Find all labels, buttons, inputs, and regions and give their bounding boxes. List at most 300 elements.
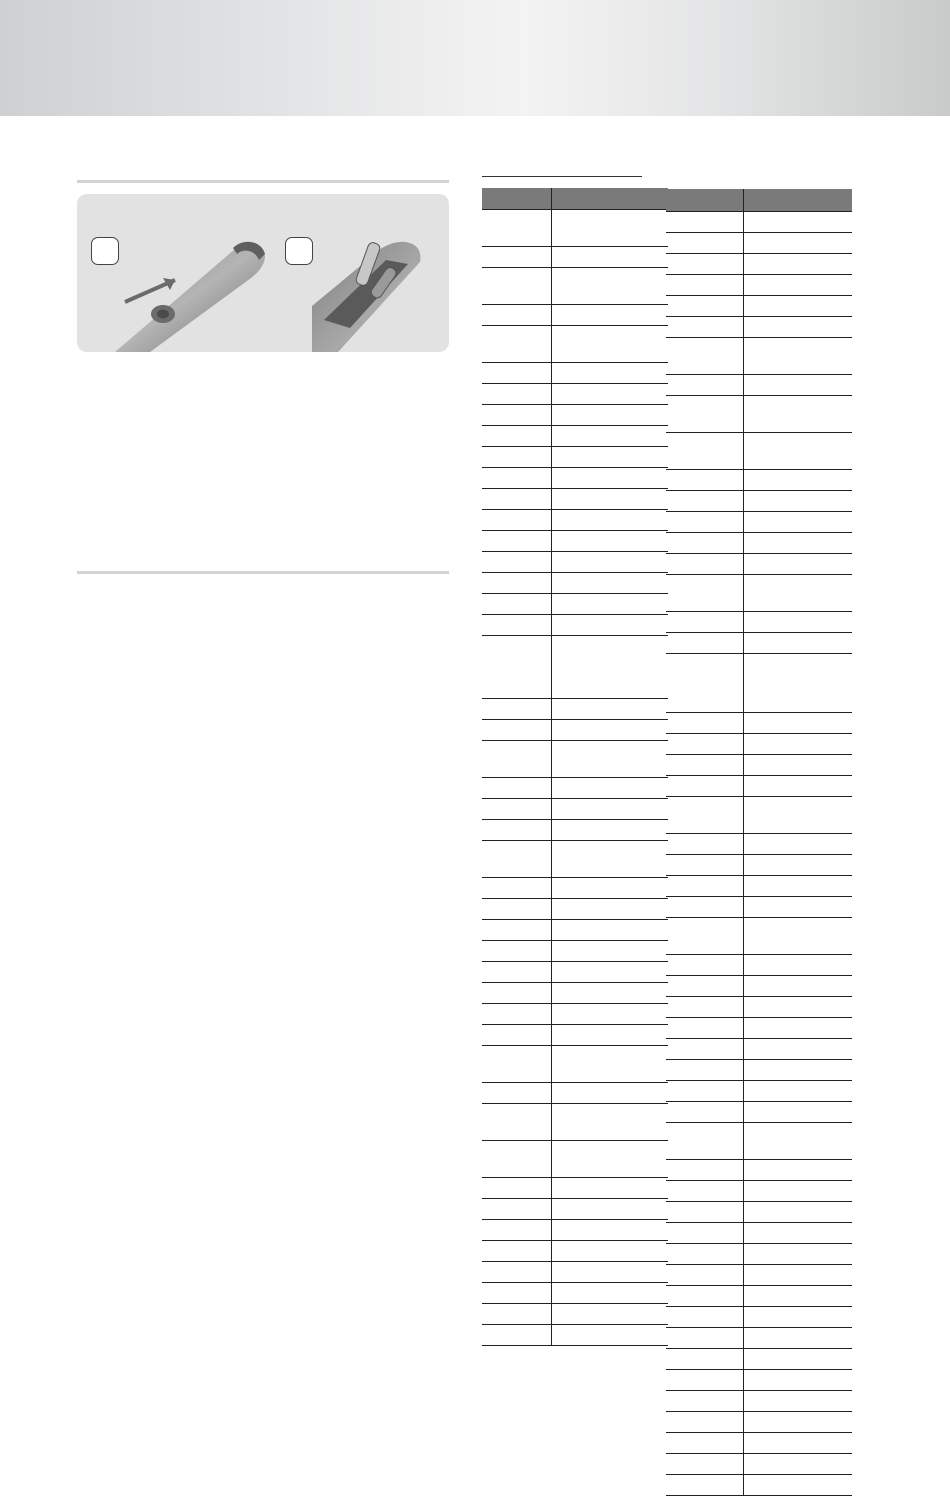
code-cell: [744, 896, 853, 917]
brand-cell: [482, 383, 552, 404]
brand-cell: [482, 209, 552, 246]
brand-cell: [482, 404, 552, 425]
table-row: [666, 1369, 852, 1390]
table-row: [666, 553, 852, 574]
table-row: [666, 917, 852, 954]
code-cell: [744, 1264, 853, 1285]
table-row: [482, 209, 668, 246]
code-cell: [744, 469, 853, 490]
brand-cell: [666, 532, 744, 553]
table-row: [666, 775, 852, 796]
brand-cell: [482, 698, 552, 719]
code-cell: [744, 432, 853, 469]
table-row: [666, 896, 852, 917]
table-row: [666, 337, 852, 374]
code-cell: [552, 635, 669, 698]
code-cell: [744, 1101, 853, 1122]
code-cell: [744, 337, 853, 374]
brand-cell: [666, 1017, 744, 1038]
code-cell: [744, 775, 853, 796]
code-cell: [552, 509, 669, 530]
code-cell: [744, 211, 853, 232]
brand-cell: [482, 777, 552, 798]
table-row: [666, 253, 852, 274]
table-row: [482, 551, 668, 572]
brand-cell: [666, 1159, 744, 1180]
table-row: [482, 509, 668, 530]
code-cell: [744, 1080, 853, 1101]
brand-cell: [666, 1080, 744, 1101]
code-cell: [744, 1017, 853, 1038]
code-cell: [552, 961, 669, 982]
brand-cell: [482, 982, 552, 1003]
code-cell: [744, 1059, 853, 1080]
table-row: [482, 246, 668, 267]
section-divider-battery: [77, 180, 449, 183]
table-row: [482, 1045, 668, 1082]
code-cell: [744, 316, 853, 337]
code-cell: [552, 246, 669, 267]
code-cell: [744, 553, 853, 574]
table-row: [666, 1059, 852, 1080]
brand-cell: [482, 1303, 552, 1324]
table-row: [666, 833, 852, 854]
brand-cell: [482, 1324, 552, 1345]
brand-cell: [666, 1243, 744, 1264]
table-row: [666, 996, 852, 1017]
brand-cell: [482, 551, 552, 572]
code-cell: [552, 209, 669, 246]
code-cell: [744, 833, 853, 854]
brand-cell: [666, 1306, 744, 1327]
step-2-badge: [285, 237, 313, 265]
table-row: [482, 961, 668, 982]
code-cell: [552, 740, 669, 777]
code-cell: [552, 1219, 669, 1240]
table-row: [666, 490, 852, 511]
brand-cell: [482, 1282, 552, 1303]
code-cell: [552, 719, 669, 740]
brand-cell: [666, 653, 744, 712]
table-row: [482, 425, 668, 446]
brand-column-header: [666, 189, 744, 211]
table-row: [482, 798, 668, 819]
brand-cell: [482, 267, 552, 304]
code-cell: [552, 572, 669, 593]
brand-cell: [482, 1219, 552, 1240]
code-cell: [744, 1411, 853, 1432]
brand-cell: [482, 840, 552, 877]
code-cell: [744, 632, 853, 653]
table-row: [482, 446, 668, 467]
tv-brand-codes-table-left: [482, 188, 668, 1346]
brand-cell: [666, 1122, 744, 1159]
code-cell: [552, 446, 669, 467]
brand-cell: [482, 1198, 552, 1219]
table-row: [482, 572, 668, 593]
code-cell: [744, 796, 853, 833]
brand-cell: [482, 572, 552, 593]
table-row: [666, 211, 852, 232]
code-cell: [744, 1369, 853, 1390]
table-row: [666, 469, 852, 490]
brand-cell: [666, 712, 744, 733]
brand-cell: [666, 337, 744, 374]
code-cell: [744, 1222, 853, 1243]
code-cell: [744, 1038, 853, 1059]
table-row: [666, 1348, 852, 1369]
brand-cell: [482, 1003, 552, 1024]
table-row: [482, 1140, 668, 1177]
brand-cell: [482, 446, 552, 467]
code-cell: [744, 996, 853, 1017]
brand-cell: [482, 1082, 552, 1103]
code-cell: [744, 274, 853, 295]
code-cell: [744, 374, 853, 395]
code-cell: [744, 954, 853, 975]
code-cell: [552, 1261, 669, 1282]
table-row: [666, 1264, 852, 1285]
brand-cell: [666, 1059, 744, 1080]
table-row: [666, 532, 852, 553]
code-cell: [744, 295, 853, 316]
brand-cell: [482, 635, 552, 698]
table-row: [666, 1474, 852, 1495]
code-cell: [744, 232, 853, 253]
brand-cell: [482, 425, 552, 446]
table-row: [666, 1390, 852, 1411]
table-row: [666, 1285, 852, 1306]
table-row: [666, 574, 852, 611]
brand-cell: [666, 1348, 744, 1369]
code-cell: [552, 840, 669, 877]
brand-cell: [482, 304, 552, 325]
brand-cell: [666, 996, 744, 1017]
brand-cell: [666, 553, 744, 574]
table-row: [482, 740, 668, 777]
brand-cell: [482, 246, 552, 267]
code-cell: [744, 854, 853, 875]
table-row: [482, 1324, 668, 1345]
brand-cell: [666, 1327, 744, 1348]
table-row: [666, 1327, 852, 1348]
brand-cell: [666, 490, 744, 511]
code-cell: [744, 1306, 853, 1327]
brand-cell: [666, 511, 744, 532]
brand-cell: [666, 1453, 744, 1474]
brand-cell: [482, 1045, 552, 1082]
table-row: [666, 1243, 852, 1264]
code-cell: [744, 532, 853, 553]
code-cell: [744, 917, 853, 954]
table-row: [666, 1306, 852, 1327]
brand-cell: [666, 875, 744, 896]
brand-cell: [666, 1101, 744, 1122]
brand-cell: [482, 740, 552, 777]
code-cell: [744, 490, 853, 511]
brand-cell: [666, 469, 744, 490]
battery-insert-illustration: [312, 236, 449, 352]
table-row: [482, 840, 668, 877]
brand-cell: [666, 954, 744, 975]
code-cell: [744, 511, 853, 532]
code-cell: [552, 1324, 669, 1345]
brand-cell: [666, 896, 744, 917]
table-row: [482, 719, 668, 740]
code-cell: [552, 362, 669, 383]
table-row: [482, 325, 668, 362]
brand-cell: [482, 362, 552, 383]
table-row: [666, 1222, 852, 1243]
code-cell: [744, 653, 853, 712]
table-row: [666, 611, 852, 632]
brand-cell: [482, 1140, 552, 1177]
table-row: [666, 1038, 852, 1059]
table-row: [666, 875, 852, 896]
table-row: [482, 1198, 668, 1219]
brand-cell: [666, 253, 744, 274]
brand-cell: [482, 1261, 552, 1282]
brand-cell: [482, 877, 552, 898]
brand-cell: [482, 509, 552, 530]
code-cell: [552, 467, 669, 488]
code-cell: [744, 1180, 853, 1201]
code-cell: [552, 267, 669, 304]
table-row: [482, 593, 668, 614]
table-row: [666, 1122, 852, 1159]
brand-cell: [666, 1285, 744, 1306]
brand-column-header: [482, 188, 552, 209]
code-cell: [552, 325, 669, 362]
code-cell: [744, 1348, 853, 1369]
table-row: [666, 374, 852, 395]
battery-install-panel: [77, 194, 449, 352]
table-row: [482, 467, 668, 488]
table-header-row: [482, 188, 668, 209]
table-row: [482, 777, 668, 798]
table-row: [482, 1261, 668, 1282]
table-row: [666, 754, 852, 775]
brand-cell: [482, 719, 552, 740]
table-row: [666, 316, 852, 337]
table-row: [482, 635, 668, 698]
brand-cell: [482, 819, 552, 840]
code-cell: [552, 798, 669, 819]
code-cell: [552, 1024, 669, 1045]
code-cell: [744, 253, 853, 274]
brand-cell: [482, 940, 552, 961]
code-cell: [744, 395, 853, 432]
code-cell: [552, 530, 669, 551]
brand-cell: [482, 1177, 552, 1198]
code-cell: [552, 1045, 669, 1082]
code-cell: [552, 488, 669, 509]
table-row: [666, 632, 852, 653]
table-row: [666, 1180, 852, 1201]
brand-cell: [666, 374, 744, 395]
code-cell: [552, 1240, 669, 1261]
brand-cell: [666, 754, 744, 775]
brand-cell: [666, 274, 744, 295]
table-row: [666, 1159, 852, 1180]
table-row: [666, 295, 852, 316]
code-cell: [552, 698, 669, 719]
brand-cell: [666, 796, 744, 833]
code-cell: [552, 819, 669, 840]
brand-cell: [482, 961, 552, 982]
table-row: [482, 404, 668, 425]
codes-table-title-underline: [482, 176, 642, 177]
table-row: [482, 1282, 668, 1303]
brand-cell: [666, 1264, 744, 1285]
brand-cell: [666, 1474, 744, 1495]
table-row: [482, 1177, 668, 1198]
brand-cell: [482, 593, 552, 614]
header-band: [0, 0, 950, 116]
brand-cell: [482, 530, 552, 551]
code-cell: [744, 1285, 853, 1306]
code-cell: [552, 1303, 669, 1324]
code-cell: [744, 1390, 853, 1411]
table-row: [482, 898, 668, 919]
code-cell: [552, 1003, 669, 1024]
table-row: [666, 1080, 852, 1101]
table-row: [482, 362, 668, 383]
code-cell: [744, 1474, 853, 1495]
code-cell: [552, 1282, 669, 1303]
tv-brand-codes-table-right: [666, 189, 852, 1496]
code-cell: [744, 712, 853, 733]
brand-cell: [666, 395, 744, 432]
code-cell: [552, 877, 669, 898]
brand-cell: [482, 798, 552, 819]
code-cell: [744, 574, 853, 611]
code-cell: [744, 1159, 853, 1180]
brand-cell: [666, 833, 744, 854]
table-row: [482, 1303, 668, 1324]
table-row: [482, 940, 668, 961]
code-cell: [744, 733, 853, 754]
code-cell: [552, 1198, 669, 1219]
brand-cell: [666, 316, 744, 337]
table-row: [666, 1432, 852, 1453]
brand-cell: [666, 1369, 744, 1390]
code-cell: [744, 1243, 853, 1264]
code-cell: [552, 919, 669, 940]
brand-cell: [666, 611, 744, 632]
brand-cell: [482, 488, 552, 509]
brand-cell: [482, 919, 552, 940]
code-cell: [552, 404, 669, 425]
table-row: [482, 1024, 668, 1045]
table-row: [482, 877, 668, 898]
table-row: [482, 819, 668, 840]
brand-cell: [482, 898, 552, 919]
code-cell: [744, 611, 853, 632]
table-row: [482, 1240, 668, 1261]
table-row: [666, 854, 852, 875]
table-row: [666, 395, 852, 432]
table-row: [482, 383, 668, 404]
code-cell: [744, 1432, 853, 1453]
code-cell: [744, 1453, 853, 1474]
table-header-row: [666, 189, 852, 211]
brand-cell: [666, 975, 744, 996]
code-cell: [744, 1201, 853, 1222]
table-row: [666, 1453, 852, 1474]
code-cell: [552, 777, 669, 798]
code-cell: [744, 1122, 853, 1159]
code-cell: [552, 1177, 669, 1198]
code-cell: [552, 898, 669, 919]
code-cell: [552, 425, 669, 446]
table-row: [666, 274, 852, 295]
table-row: [482, 919, 668, 940]
table-row: [482, 698, 668, 719]
table-row: [482, 267, 668, 304]
brand-cell: [666, 1411, 744, 1432]
code-column-header: [552, 188, 669, 209]
brand-cell: [666, 432, 744, 469]
table-row: [482, 982, 668, 1003]
brand-cell: [666, 232, 744, 253]
brand-cell: [482, 614, 552, 635]
table-row: [666, 1017, 852, 1038]
brand-cell: [666, 211, 744, 232]
brand-cell: [482, 1103, 552, 1140]
table-row: [482, 488, 668, 509]
remote-cover-open-illustration: [115, 234, 275, 352]
brand-cell: [482, 1240, 552, 1261]
table-row: [482, 304, 668, 325]
section-divider-remote-setup: [77, 571, 449, 574]
brand-cell: [482, 1024, 552, 1045]
code-cell: [552, 1140, 669, 1177]
table-row: [666, 1201, 852, 1222]
code-cell: [552, 1103, 669, 1140]
table-row: [482, 1219, 668, 1240]
table-row: [482, 1103, 668, 1140]
table-row: [666, 733, 852, 754]
code-cell: [552, 593, 669, 614]
brand-cell: [666, 917, 744, 954]
brand-cell: [666, 1038, 744, 1059]
code-cell: [552, 383, 669, 404]
code-cell: [744, 754, 853, 775]
brand-cell: [666, 632, 744, 653]
code-cell: [552, 940, 669, 961]
table-row: [482, 530, 668, 551]
brand-cell: [666, 574, 744, 611]
code-cell: [552, 304, 669, 325]
table-row: [666, 432, 852, 469]
brand-cell: [666, 1180, 744, 1201]
table-row: [666, 975, 852, 996]
brand-cell: [666, 1432, 744, 1453]
brand-cell: [666, 1201, 744, 1222]
brand-cell: [666, 1222, 744, 1243]
table-row: [666, 1101, 852, 1122]
brand-cell: [666, 775, 744, 796]
brand-cell: [666, 295, 744, 316]
table-row: [666, 954, 852, 975]
code-cell: [552, 551, 669, 572]
code-cell: [552, 982, 669, 1003]
table-row: [666, 796, 852, 833]
table-row: [482, 1003, 668, 1024]
table-row: [666, 712, 852, 733]
table-row: [666, 653, 852, 712]
